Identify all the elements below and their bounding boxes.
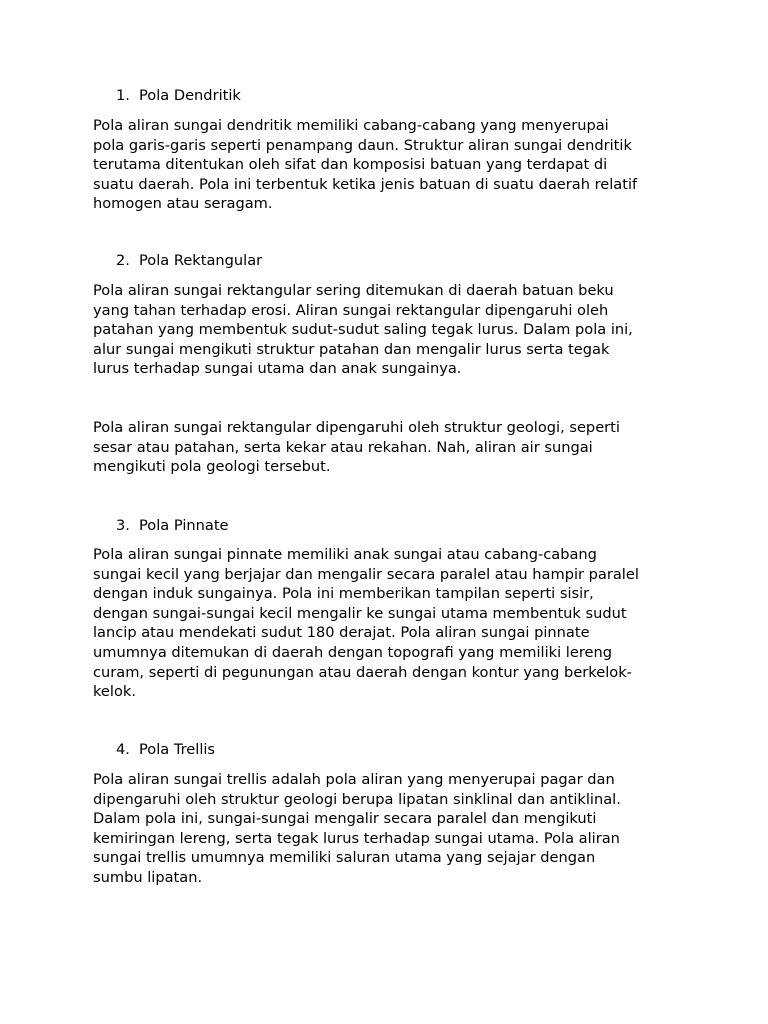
- paragraph-rektangular-1: [93, 281, 683, 379]
- text-line: alur sungai mengikuti struktur patahan dan mengalir lurus serta tegak: [93, 340, 610, 358]
- text-line: lancip atau mendekati sudut 180 derajat. Pola aliran sungai pinnate: [93, 624, 590, 642]
- text-line: mengikuti pola geologi tersebut.: [93, 458, 331, 476]
- text-line: Pola aliran sungai pinnate memiliki anak sungai atau cabang-cabang: [93, 546, 597, 563]
- text-line: curam, seperti di pegunungan atau daerah dengan kontur yang berkelok-: [93, 663, 632, 681]
- text-line: dengan induk sungainya. Pola ini memberikan tampilan seperti sisir,: [93, 585, 594, 603]
- text-line: dipengaruhi oleh struktur geologi berupa lipatan sinklinal dan antiklinal.: [93, 790, 621, 808]
- text-line: Pola aliran sungai rektangular sering ditemukan di daerah batuan beku: [93, 282, 614, 299]
- text-line: Pola aliran sungai dendritik memiliki cabang-cabang yang menyerupai: [93, 117, 609, 134]
- text-line: suatu daerah. Pola ini terbentuk ketika jenis batuan di suatu daerah relatif: [93, 175, 638, 193]
- paragraph-dendritik: [93, 116, 683, 214]
- section-title: Pola Dendritik: [139, 87, 241, 104]
- text-line: patahan yang membentuk sudut-sudut saling tegak lurus. Dalam pola ini,: [93, 321, 633, 339]
- section-heading-rektangular: [116, 251, 262, 271]
- text-line: dengan sungai-sungai kecil mengalir ke sungai utama membentuk sudut: [93, 604, 627, 622]
- paragraph-pinnate: [93, 545, 683, 702]
- text-line: sesar atau patahan, serta kekar atau rekahan. Nah, aliran air sungai: [93, 438, 593, 456]
- text-line: terutama ditentukan oleh sifat dan komposisi batuan yang terdapat di: [93, 156, 608, 174]
- text-line: kemiringan lereng, serta tegak lurus terhadap sungai utama. Pola aliran: [93, 829, 620, 847]
- section-title: Pola Pinnate: [139, 517, 229, 534]
- section-number: 4.: [116, 741, 130, 758]
- paragraph-rektangular-2: [93, 418, 683, 477]
- text-line: sungai kecil yang berjajar dan mengalir secara paralel atau hampir paralel: [93, 565, 639, 583]
- section-title: Pola Trellis: [139, 741, 216, 758]
- text-line: Dalam pola ini, sungai-sungai mengalir secara paralel dan mengikuti: [93, 810, 597, 828]
- section-number: 1.: [116, 87, 130, 104]
- text-line: kelok.: [93, 683, 136, 701]
- text-line: homogen atau seragam.: [93, 195, 273, 213]
- text-line: umumnya ditemukan di daerah dengan topografi yang memiliki lereng: [93, 643, 613, 661]
- section-number: 2.: [116, 252, 130, 269]
- section-heading-trellis: [116, 740, 215, 760]
- section-heading-pinnate: [116, 516, 229, 536]
- text-line: yang tahan terhadap erosi. Aliran sungai rektangular dipengaruhi oleh: [93, 301, 609, 319]
- text-line: Pola aliran sungai trellis adalah pola aliran yang menyerupai pagar dan: [93, 771, 615, 788]
- text-line: sumbu lipatan.: [93, 868, 203, 886]
- text-line: sungai trellis umumnya memiliki saluran utama yang sejajar dengan: [93, 849, 596, 867]
- section-heading-dendritik: [116, 86, 241, 106]
- section-title: Pola Rektangular: [139, 252, 263, 269]
- text-line: lurus terhadap sungai utama dan anak sungainya.: [93, 360, 462, 378]
- text-line: pola garis-garis seperti penampang daun. Struktur aliran sungai dendritik: [93, 136, 632, 154]
- paragraph-trellis: [93, 770, 683, 888]
- text-line: Pola aliran sungai rektangular dipengaruhi oleh struktur geologi, seperti: [93, 419, 620, 436]
- section-number: 3.: [116, 517, 130, 534]
